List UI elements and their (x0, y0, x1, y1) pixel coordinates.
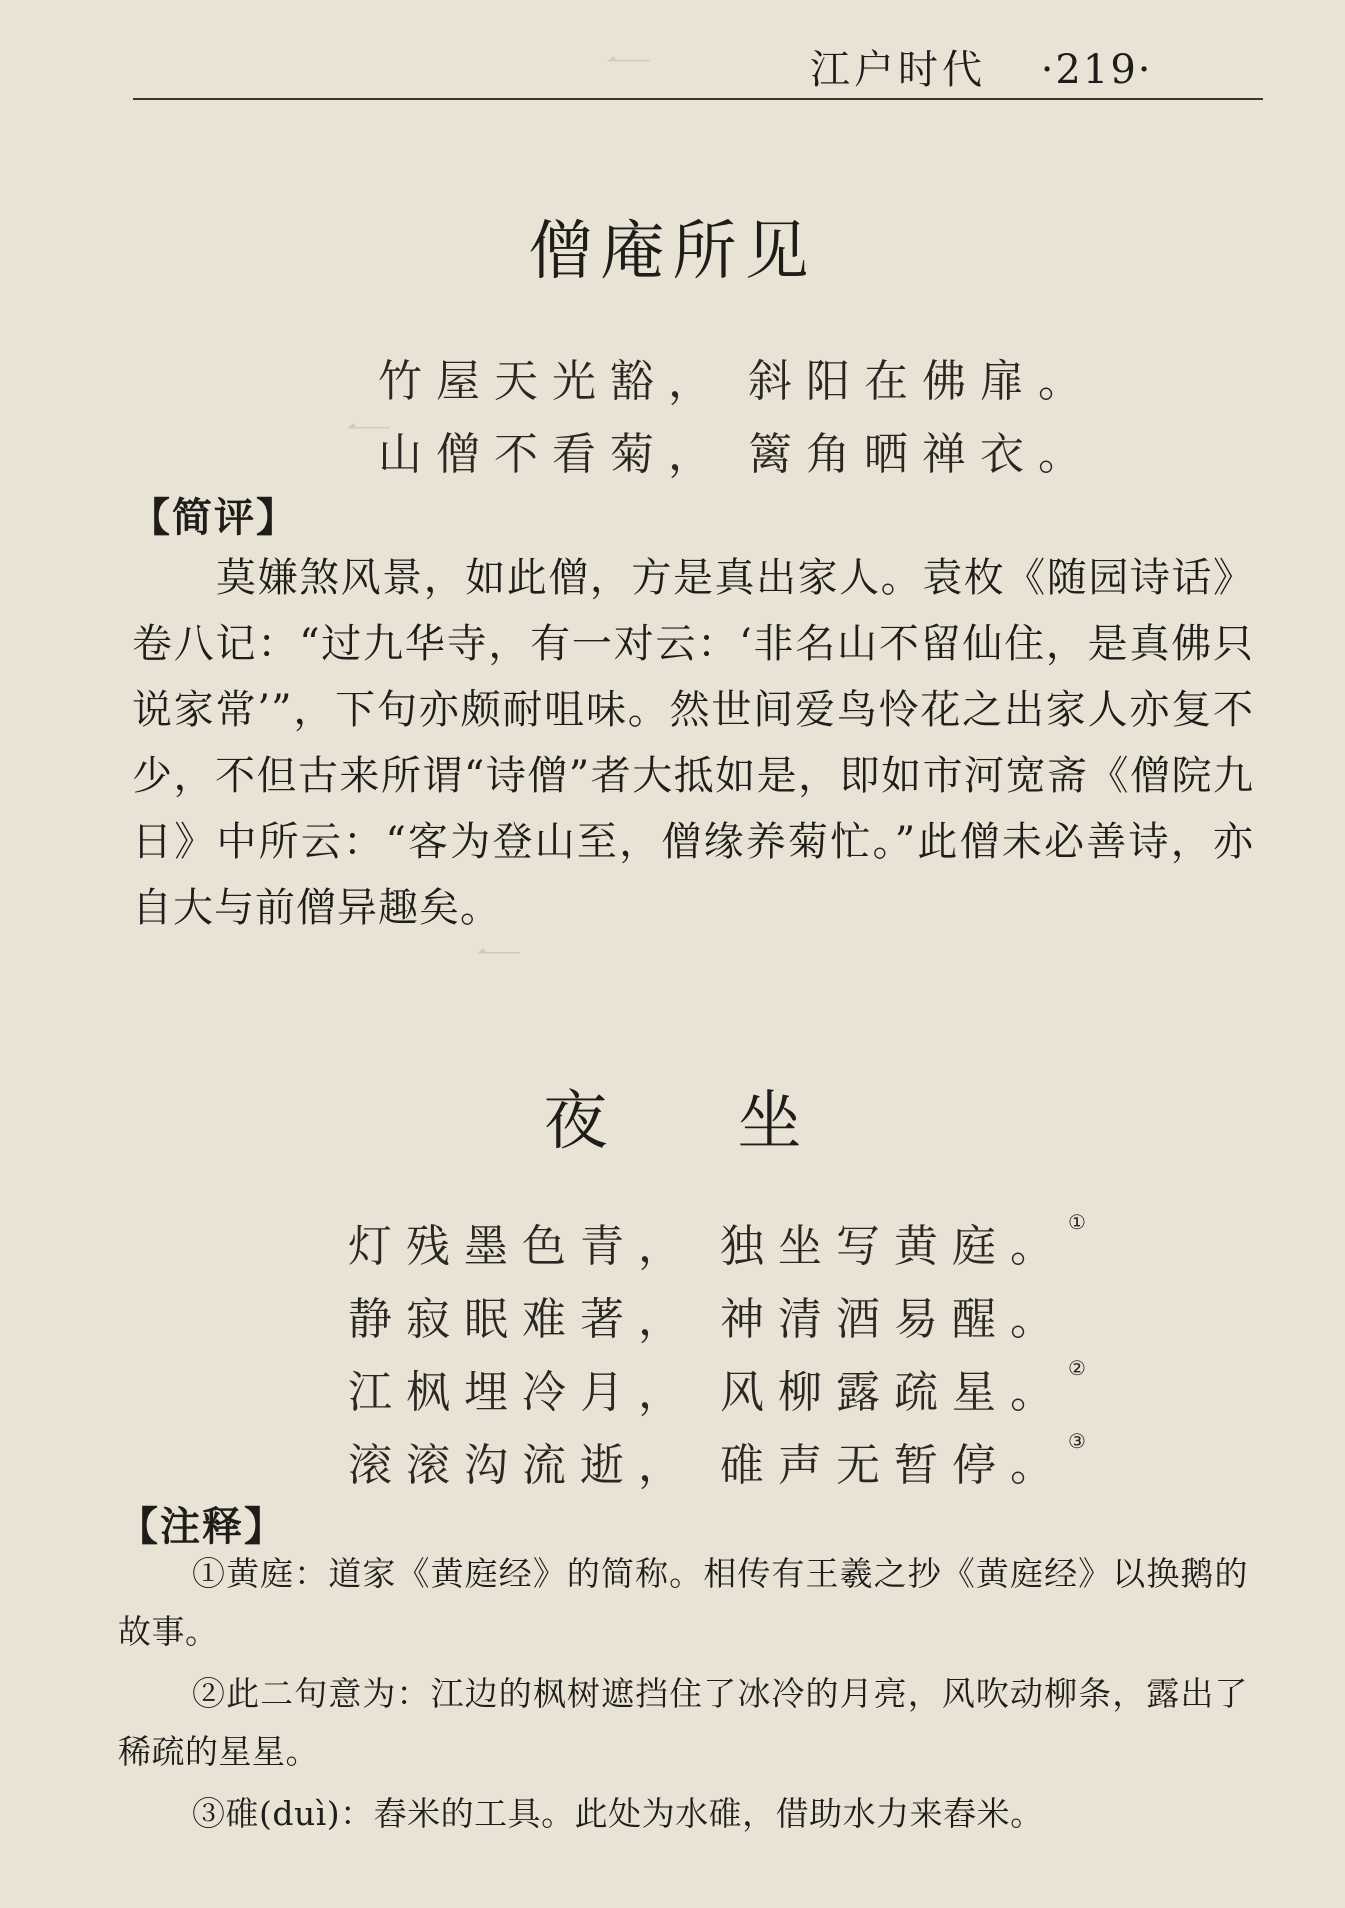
verse-line (348, 1283, 1068, 1347)
footnote-marker: ② (1068, 1356, 1086, 1380)
header-rule (133, 98, 1263, 100)
verse-half: 静寂眠难著， (348, 1294, 696, 1345)
note-item: ③碓(duì)：舂米的工具。此处为水碓，借助水力来舂米。 (192, 1794, 1044, 1833)
review-paragraph: 莫嫌煞风景，如此僧，方是真出家人。袁枚《随园诗话》卷八记：“过九华寺，有一对云：‘非名山不留仙住，是真佛只说家常’”，下句亦颇耐咀味。然世间爱鸟怜花之出家人亦复不少，不但古来所谓“诗僧”者大抵如是，即如市河宽斋《僧院九日》中所云：“客为登山至，僧缘养菊忙。”此僧未必善诗，亦自大与前僧异趣矣。 (132, 555, 1254, 931)
poem-title: 僧庵所见 (528, 215, 817, 289)
running-head (810, 38, 1153, 95)
verse-half: 灯残墨色青， (348, 1221, 696, 1272)
verse-half: 风柳露疏星。 (720, 1367, 1068, 1418)
bleed-through-text: 一 (470, 929, 522, 983)
verse-half: 山僧不看菊， (378, 429, 726, 480)
bleed-through-text: 一 (340, 404, 392, 458)
verse-line (348, 1210, 1086, 1274)
verse-half: 斜阳在佛扉。 (748, 356, 1096, 407)
notes-list (118, 1545, 1248, 1847)
running-head-title: 江户时代 (810, 47, 986, 93)
review-text (132, 545, 1254, 941)
poem-title: 夜坐 (543, 1085, 932, 1159)
notes-label: 【注释】 (118, 1504, 286, 1550)
review-label: 【简评】 (130, 495, 298, 541)
bleed-through-text: 一 (600, 37, 652, 91)
verse-half: 江枫埋冷月， (348, 1367, 696, 1418)
verse-half: 滚滚沟流逝， (348, 1440, 696, 1491)
verse-line (348, 1429, 1086, 1493)
verse-half: 神清酒易醒。 (720, 1294, 1068, 1345)
verse-half: 篱角晒禅衣。 (748, 429, 1096, 480)
verse-line (378, 418, 1096, 482)
page-number: ·219· (1040, 47, 1153, 93)
verse-half: 碓声无暂停。 (720, 1440, 1068, 1491)
note-item: ②此二句意为：江边的枫树遮挡住了冰冷的月亮，风吹动柳条，露出了稀疏的星星。 (118, 1674, 1248, 1771)
note-item: ①黄庭：道家《黄庭经》的简称。相传有王羲之抄《黄庭经》以换鹅的故事。 (118, 1554, 1248, 1651)
verse-line (348, 1356, 1086, 1420)
footnote-marker: ③ (1068, 1429, 1086, 1453)
verse-half: 独坐写黄庭。 (720, 1221, 1068, 1272)
verse-line (378, 345, 1096, 409)
footnote-marker: ① (1068, 1210, 1086, 1234)
verse-half: 竹屋天光豁， (378, 356, 726, 407)
